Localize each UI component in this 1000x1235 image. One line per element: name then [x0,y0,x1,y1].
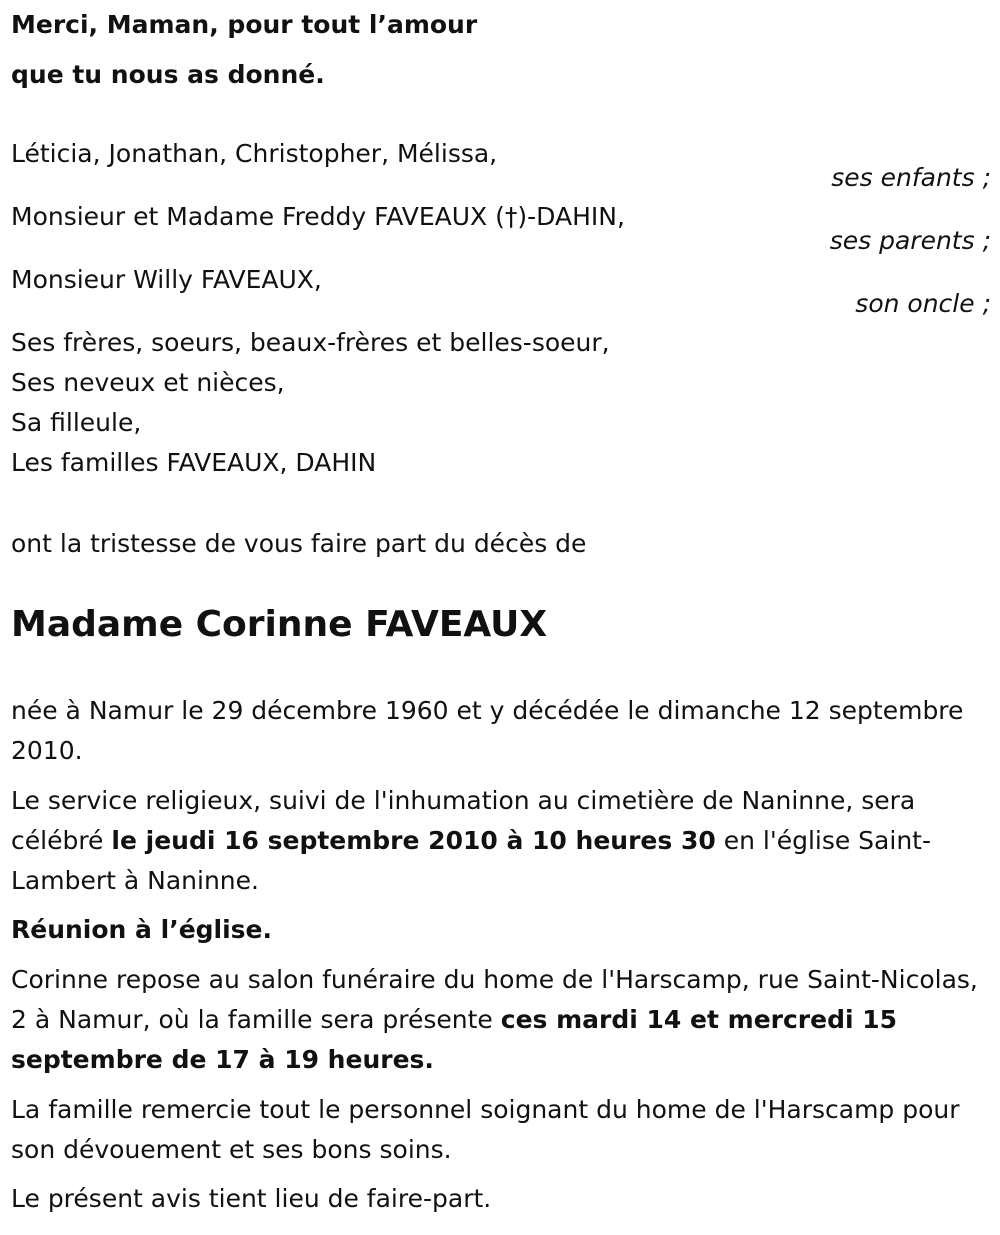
uncle-relation: son oncle ; [855,289,991,318]
announcement: ont la tristesse de vous faire part du décès de [11,529,587,558]
service-date: le jeudi 16 septembre 2010 à 10 heures 30 [111,826,716,855]
deceased-name: Madame Corinne FAVEAUX [11,604,548,645]
service-paragraph [11,781,991,901]
others-line: Ses neveux et nièces, [11,368,285,397]
rest-text: Corinne repose au salon funéraire du home de l'Harscamp, rue Saint-Nicolas, 2 à Namur, où la famille sera présente [11,965,978,1034]
others-line: Ses frères, soeurs, beaux-frères et belles-soeur, [11,328,610,357]
birth-paragraph: née à Namur le 29 décembre 1960 et y décédée le dimanche 12 septembre 2010. [11,696,964,765]
parents-relation: ses parents ; [829,226,991,255]
rest-paragraph [11,960,991,1080]
children-names: Léticia, Jonathan, Christopher, Mélissa, [11,139,498,168]
visiting-hours: ces mardi 14 et mercredi 15 septembre de 17 à 19 heures. [11,1005,898,1074]
meeting-line: Réunion à l’église. [11,915,273,944]
uncle-name: Monsieur Willy FAVEAUX, [11,265,322,294]
closing-line: Le présent avis tient lieu de faire-part. [11,1184,492,1213]
parents-names: Monsieur et Madame Freddy FAVEAUX (†)-DAHIN, [11,202,625,231]
intro-line-2: que tu nous as donné. [11,60,325,89]
service-location: en l'église Saint-Lambert à Naninne. [11,826,931,895]
service-text: Le service religieux, suivi de l'inhumation au cimetière de Naninne, sera célébré [11,786,916,855]
others-line: Les familles FAVEAUX, DAHIN [11,448,377,477]
others-line: Sa filleule, [11,408,142,437]
children-relation: ses enfants ; [831,163,991,192]
intro-line-1: Merci, Maman, pour tout l’amour [11,10,478,39]
thanks-paragraph: La famille remercie tout le personnel soignant du home de l'Harscamp pour son dévouement et ses bons soins. [11,1095,960,1164]
